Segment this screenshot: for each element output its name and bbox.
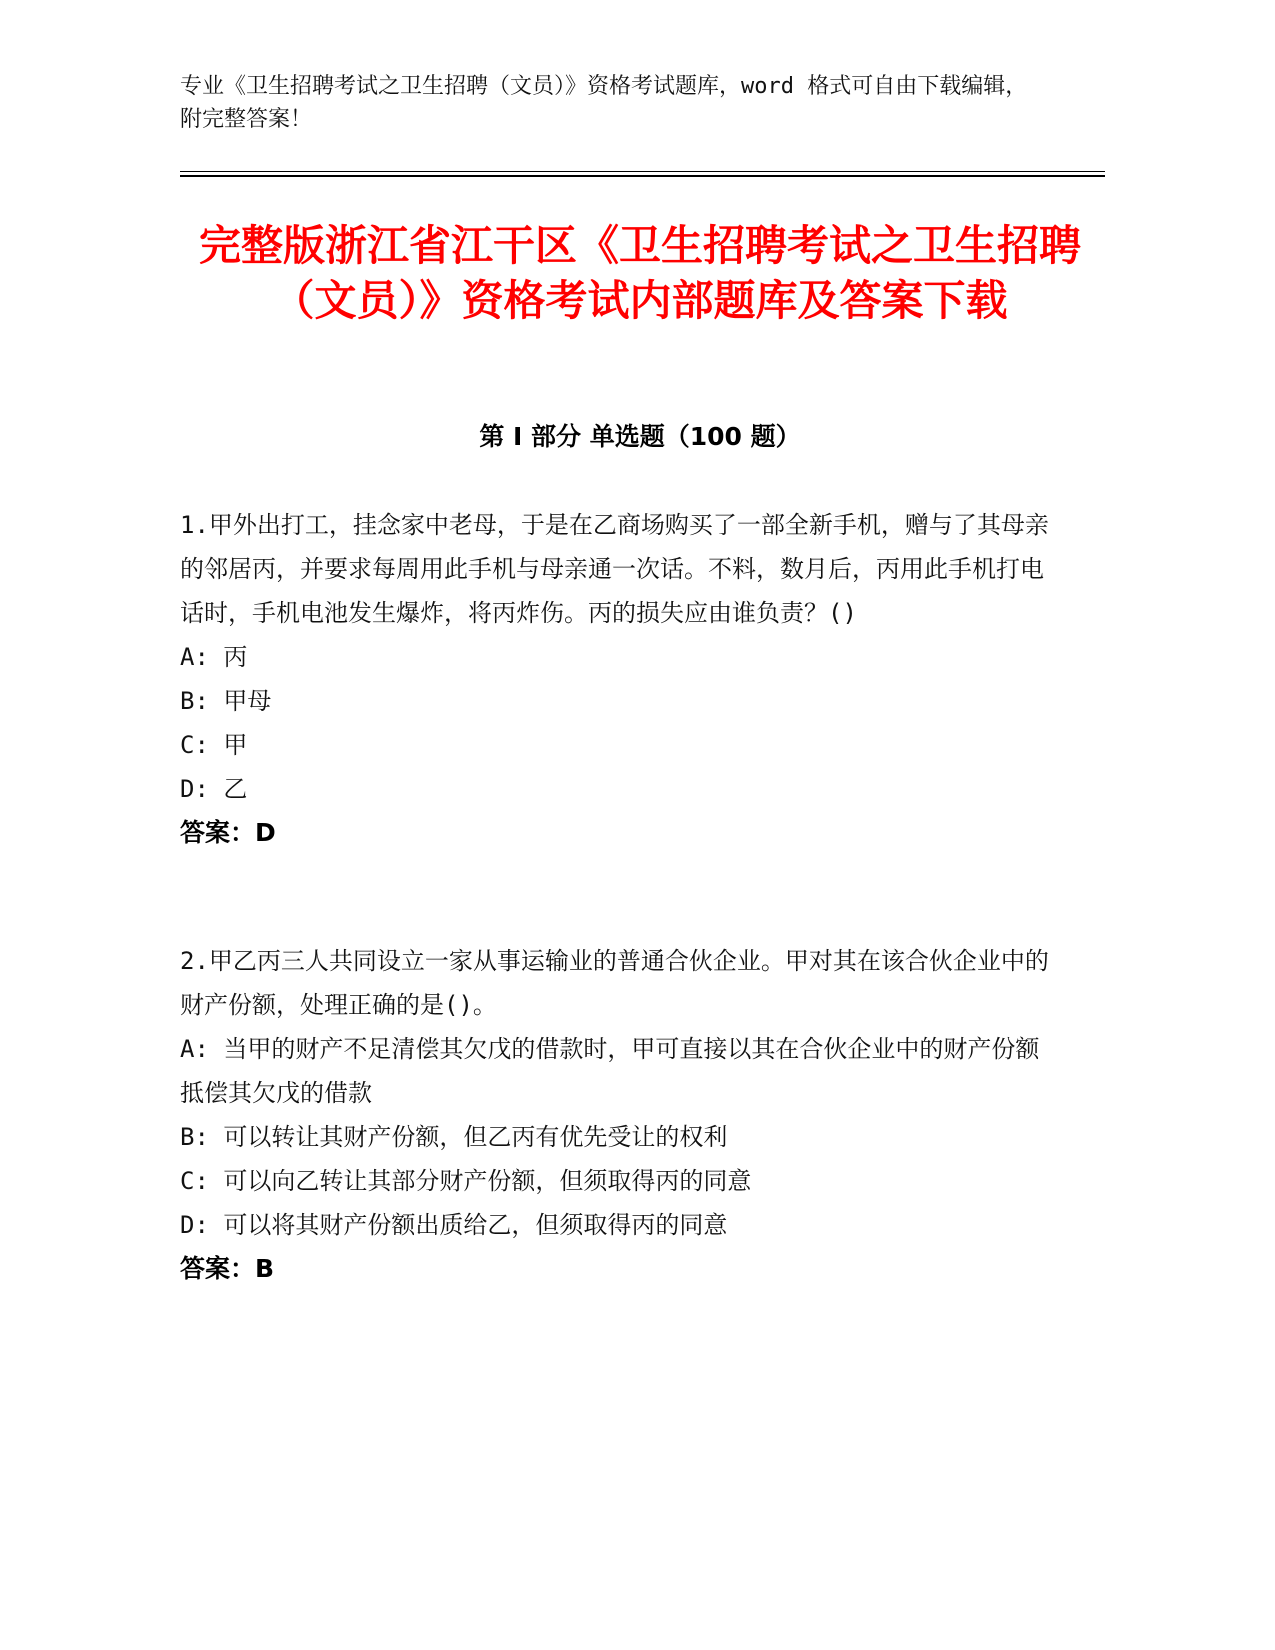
answer: 答案：D [180,818,276,847]
header-note: 专业《卫生招聘考试之卫生招聘（文员）》资格考试题库，word 格式可自由下载编辑，附完整答案！ [180,74,1028,132]
document-title: 完整版浙江省江干区《卫生招聘考试之卫生招聘（文员）》资格考试内部题库及答案下载 [198,221,1081,325]
option-a: A: 丙 [180,643,248,671]
option-d: D: 可以将其财产份额出质给乙，但须取得丙的同意 [180,1211,728,1239]
option-b: B: 甲母 [180,687,272,715]
option-b: B: 可以转让其财产份额，但乙丙有优先受让的权利 [180,1123,728,1151]
option-d: D: 乙 [180,775,248,803]
question-text: 1.甲外出打工，挂念家中老母，于是在乙商场购买了一部全新手机，赠与了其母亲的邻居丙，并要求每周用此手机与母亲通一次话。不料，数月后，丙用此手机打电话时，手机电池发生爆炸，将丙炸伤。丙的损失应由谁负责？() [180,511,1049,627]
question-1 [180,503,1050,855]
section-title: 第 I 部分 单选题（100 题） [479,422,801,451]
answer: 答案：B [180,1254,275,1283]
question-2 [180,939,1050,1291]
question-text: 2.甲乙丙三人共同设立一家从事运输业的普通合伙企业。甲对其在该合伙企业中的财产份额，处理正确的是()。 [180,947,1049,1019]
option-c: C: 可以向乙转让其部分财产份额，但须取得丙的同意 [180,1167,752,1195]
option-a: A: 当甲的财产不足清偿其欠戊的借款时，甲可直接以其在合伙企业中的财产份额抵偿其欠戊的借款 [180,1035,1040,1107]
header-divider-thick [180,175,1105,177]
option-c: C: 甲 [180,731,248,759]
header-divider-thin [180,171,1105,172]
